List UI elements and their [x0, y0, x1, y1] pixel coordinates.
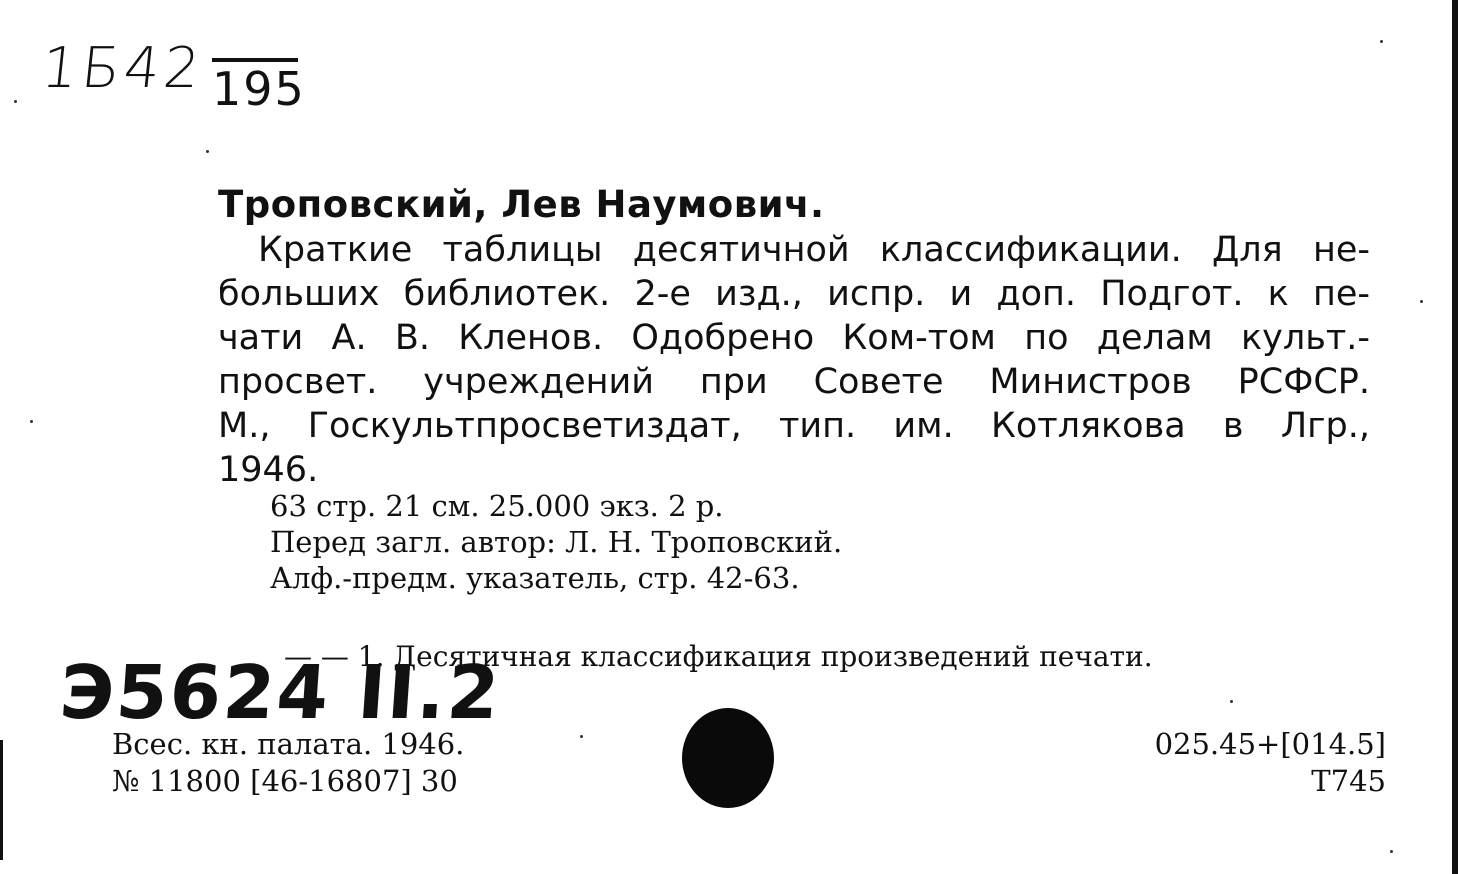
physical-description-notes	[270, 488, 842, 596]
scan-speck	[1420, 300, 1423, 303]
bibliographic-description	[218, 228, 1370, 492]
description-line: Краткие таблицы десятичной классификации. Для не-	[258, 230, 1370, 270]
imprint-line: № 11800 [46-16807] 30	[112, 764, 458, 798]
scan-speck	[580, 735, 583, 738]
card-left-edge	[0, 740, 3, 860]
description-line: чати А. В. Кленов. Одобрено Ком-том по делам культ.-	[218, 318, 1370, 358]
subject-entry: — — 1. Десятичная классификация произведений печати.	[284, 640, 1153, 673]
note-line: Алф.-предм. указатель, стр. 42-63.	[270, 561, 800, 595]
note-line: Перед загл. автор: Л. Н. Троповский.	[270, 525, 843, 559]
card-right-edge	[1452, 0, 1458, 874]
scan-speck	[14, 100, 17, 103]
author-heading: Троповский, Лев Наумович.	[218, 183, 825, 226]
chamber-imprint	[112, 726, 464, 800]
scan-speck	[206, 150, 209, 153]
handwritten-inventory-mark: Э5624 II.2	[56, 650, 504, 736]
handwritten-shelf-mark: 1Б42	[38, 36, 207, 101]
description-line: М., Госкультпросветиздат, тип. им. Котлякова в Лгр.,	[218, 406, 1370, 446]
punch-hole	[682, 708, 774, 808]
classification-block	[1155, 726, 1386, 800]
scan-speck	[1230, 700, 1233, 703]
scan-speck	[1380, 40, 1383, 43]
scan-speck	[30, 420, 33, 423]
note-line: 63 стр. 21 см. 25.000 экз. 2 р.	[270, 489, 724, 523]
imprint-line: Всес. кн. палата. 1946.	[112, 727, 465, 761]
udc-index: 025.45+[014.5]	[1154, 727, 1386, 761]
scan-speck	[1390, 850, 1393, 853]
description-line: 1946.	[218, 450, 319, 490]
author-mark: Т745	[1311, 764, 1386, 798]
handwritten-shelf-fraction: 195	[212, 58, 298, 114]
description-line: просвет. учреждений при Совете Министров РСФСР.	[218, 362, 1370, 402]
description-line: больших библиотек. 2-е изд., испр. и доп. Подгот. к пе-	[218, 274, 1370, 314]
